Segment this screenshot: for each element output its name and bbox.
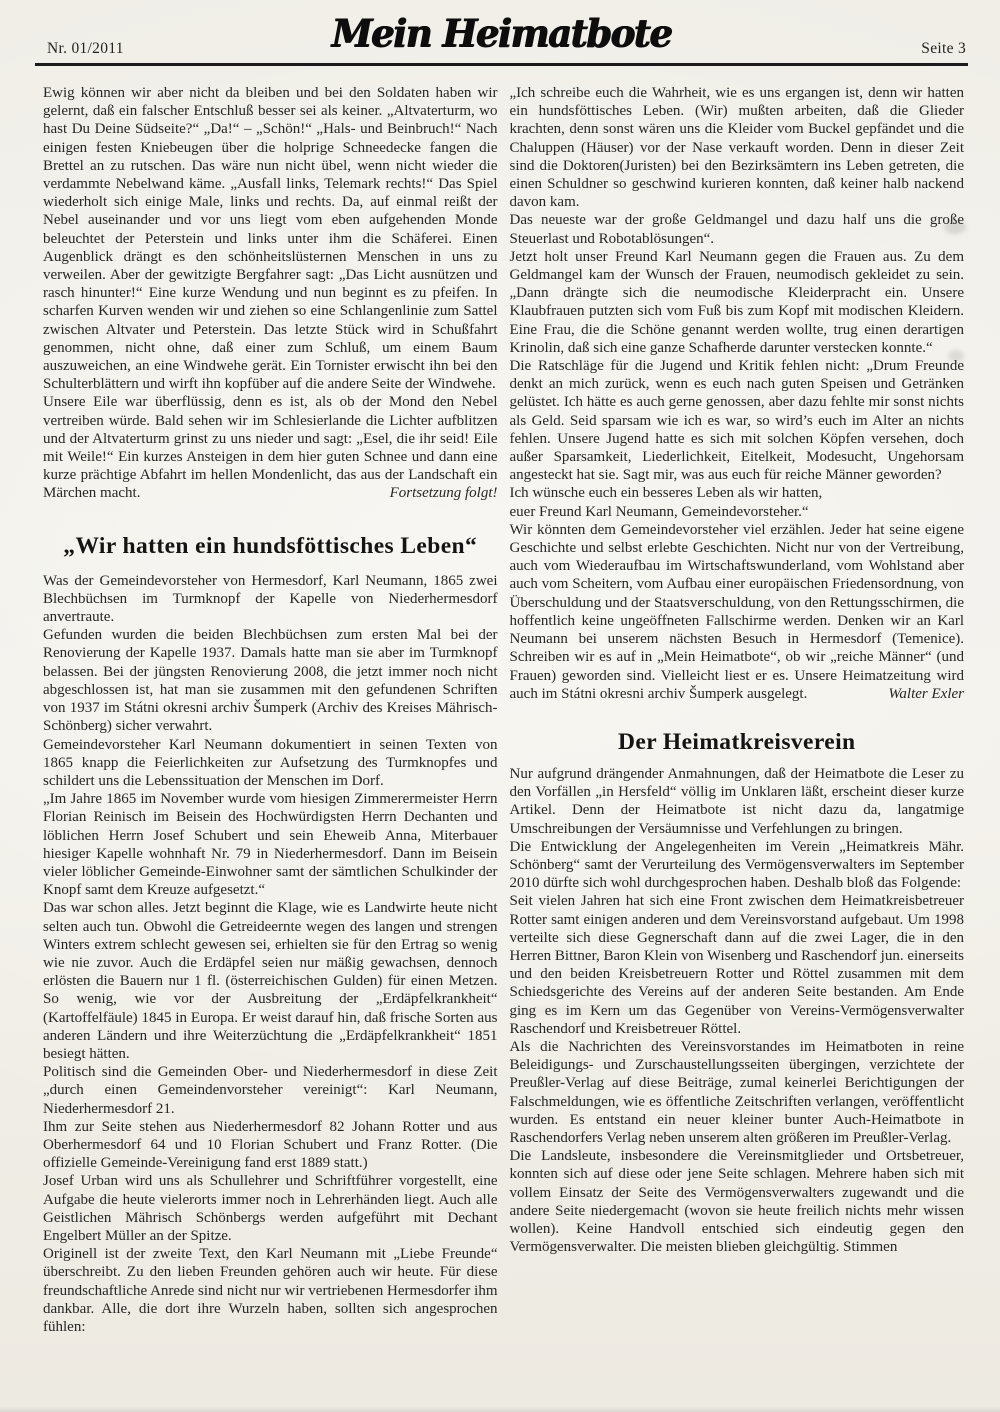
author-byline: Walter Exler: [888, 685, 964, 702]
page-content: [43, 84, 964, 1402]
paragraph: [510, 521, 965, 703]
paragraph: Die Ratschläge für die Jugend und Kritik fehlen nicht: „Drum Freunde denkt an mich zurück, wenn es euch nach guten Speisen und Getränken gelüstet. Ich hätte es auch gerne genossen, aber dazu fehlte mir sonst nichts als Geld. Seid sparsam wie ich es war, so wird’s euch im Alter an nichts fehlen. Unsere Jugend hatte es sich mit solchen Köpfen versehen, doch außer Sparsamkeit, Liederlichkeit, Eitelkeit, Modesucht, Ungehorsam angesteckt hat sie. Sagt mir, was aus euch für reiche Männer geworden?: [509, 358, 964, 484]
article-hundsfoettisches-leben: [43, 533, 498, 1337]
issue-number: Nr. 01/2011: [47, 40, 124, 57]
paragraph: euer Freund Karl Neumann, Gemeindevorsteher.“: [509, 503, 809, 520]
paragraph: [43, 393, 498, 502]
paragraph: Jetzt holt unser Freund Karl Neumann gegen die Frauen aus. Zu dem Geldmangel kam der Wunsch der Frauen, neumodisch gekleidet zu sein. „Dann drängte sich die neumodische Kleiderpracht ein. Unsere Klaubfrauen putzten sich vom Fuß bis zum Kopf mit modischen Kleidern. Eine Frau, die die Schöne genannt werden wollte, trug einen derartigen Krinolin, daß sich eine ganze Schafherde darunter verstecken konnte.“: [509, 248, 964, 356]
paragraph: Ewig können wir aber nicht da bleiben und bei den Soldaten haben wir gelernt, daß ein falscher Entschluß besser sei als keiner. „Altvaterturm, wo hast Du Deine Südseite?“ „Da!“ – „Schön!“ „Hals- und Beinbruch!“ Nach einigen festen Kniebeugen über die holprige Schneedecke fangen die Brettel an zu rutschen. Das wäre nun nicht übel, wenn nicht wieder die verdammte Nebelwand käme. „Ausfall links, Telemark rechts!“ Das Spiel wiederholt sich einige Male, links und rechts. Da, auf einmal reißt der Nebel auseinander und vor uns liegt vom eben aufgehenden Monde beleuchtet der Peterstein und links unter ihm die Schäferei. Einen Augenblick drängt es den schönheitslüsternen Menschen in uns zu verweilen. Aber der gewitzigte Bergfahrer sagt: „Das Licht ausnützen und rasch hinunter!“ Eine kurze Wendung und nun beginnt es zu pfeifen. In scharfen Kurven wenden wir und ziehen so eine Schlangenlinie zum Sattel zwischen Altvater und Peterstein. Das letzte Stück wird in Schußfahrt genommen, nicht ohne, daß einer zum Schluß, um einem Baum auszuweichen, an eine Windwehe gerät. Ein Tornister erwischt ihn bei den Schulterblättern und wirft ihn kopfüber auf die andere Seite der Windwehe.: [43, 85, 498, 393]
paragraph: Das neueste war der große Geldmangel und dazu half uns die große Steuerlast und Robotablösungen“.: [509, 212, 964, 247]
article-title: „Wir hatten ein hundsföttisches Leben“: [63, 532, 478, 559]
paragraph: Was der Gemeindevorsteher von Hermesdorf, Karl Neumann, 1865 zwei Blechbüchsen im Turmknopf der Kapelle von Niederhermesdorf anvertraute.: [43, 572, 498, 626]
paragraph-text: Wir könnten dem Gemeindevorsteher viel erzählen. Jeder hat seine eigene Geschichte und selbst erlebte Geschichten. Nicht nur von der Vertreibung, auch vom Wiederaufbau im Wirtschaftswunderland, vom Wohlstand aber auch vom Scheitern, vom Aufbau einer europäischen Friedensordnung, von Überschuldung und der Staatsverschuldung, von den Rettungsschirmen, die hoffentlich keine ungeöffneten Fallschirme werden. Denken wir an Karl Neumann bei unserem nächsten Besuch in Hermesdorf (Temenice). Schreiben wir es auf in „Mein Heimatbote“, ob wir „reiche Männer“ (und Frauen) geworden sind. Vielleicht liest er es. Unsere Heimatzeitung wird auch im Státni okresni archiv Šumperk ausgelegt.: [509, 521, 964, 702]
article-title: Der Heimatkreisverein: [618, 728, 856, 755]
paragraph: Ihm zur Seite stehen aus Niederhermesdorf 82 Johann Rotter und aus Oberhermesdorf 64 und 10 Florian Schubert und Franz Rotter. (Die offizielle Gemeinde-Vereinigung fand erst 1889 statt.): [43, 1118, 498, 1172]
article-ski-story: [43, 84, 498, 503]
masthead-logo: Mein Heimatbote: [331, 10, 672, 56]
paragraph: Gefunden wurden die beiden Blechbüchsen zum ersten Mal bei der Renovierung der Kapelle 1937. Damals hatte man sie aber im Turmknopf belassen. Bei der jüngsten Renovierung 2008, die jetzt immer noch nicht abgeschlossen ist, hat man sie zusammen mit den gefundenen Schriften von 1937 im Státni okresni archiv Šumperk (Archiv des Kreises Mährisch-Schönberg) sicher verwahrt.: [43, 627, 498, 735]
paragraph: Als die Nachrichten des Vereinsvorstandes im Heimatboten in reine Beleidigungs- und Zurschaustellungsseiten übergingen, verzichtete der Preußler-Verlag auf diese Beiträge, zumal keinerlei Berichtigungen der Falschmeldungen, wie es öffentliche Zeitschriften verlangen, veröffentlicht wurden. Es entstand ein neuer kleiner bunter Auch-Heimatbote in Raschendorfers Verlag neben unserem alten größeren im Preußler-Verlag.: [509, 1038, 964, 1146]
article-hundsfoettisches-leben-continued: [510, 84, 965, 703]
paragraph: Die Entwicklung der Angelegenheiten im Verein „Heimatkreis Mähr. Schönberg“ samt der Verurteilung des Vermögensverwalters im September 2010 dürfte sich wohl durchgesprochen haben. Deshalb bloß das Folgende:: [509, 838, 964, 892]
paragraph: Gemeindevorsteher Karl Neumann dokumentiert in seinen Texten von 1865 knapp die Feierlichkeiten zur Aufsetzung des Turmknopfes und schildert uns die Lebenssituation der Menschen im Dorf.: [43, 736, 498, 789]
page-number: Seite 3: [921, 40, 966, 57]
page-header: [35, 0, 968, 66]
paragraph-text: Unsere Eile war überflüssig, denn es ist, als ob der Mond den Nebel vertreiben würde. Bald sehen wir im Schlesierlande die Lichter aufblitzen und der Altvaterturm grinst zu uns nieder und sagt: „Esel, die ihr seid! Eile mit Weile!“ Ein kurzes Ansteigen in dem hier guten Schnee und dann eine kurze prächtige Abfahrt im hellen Mondenlicht, das aus der Landschaft ein Märchen macht.: [43, 394, 498, 502]
left-column: [43, 84, 498, 1402]
continuation-note: Fortsetzung folgt!: [389, 485, 498, 502]
paragraph: Politisch sind die Gemeinden Ober- und Niederhermesdorf in diese Zeit „durch einen Gemeindenvorsteher vereinigt“: Karl Neumann, Niederhermesdorf 21.: [43, 1064, 498, 1117]
paragraph: „Ich schreibe euch die Wahrheit, wie es uns ergangen ist, denn wir hatten ein hundsföttisches Leben. (Wir) mußten arbeiten, daß die Glieder krachten, denn sonst wären uns die Kleider vom Buckel gepfändet und die Chaluppen (Häuser) vor der Nase verkauft worden. Denn in dieser Zeit sind die Doktoren(Juristen) bei den Bezirksämtern ins Leben getreten, die einen Schuldner so geschwind kurieren konnten, daß keiner halb nackend davon kam.: [509, 85, 964, 211]
right-column: [510, 84, 965, 1402]
paragraph: Josef Urban wird uns als Schullehrer und Schriftführer vorgestellt, eine Aufgabe die heute vielerorts immer noch in Lehrerhänden liegt. Auch alle Geistlichen Mährisch Schönbergs werden aufgeführt mit Dechant Engelbert Müller an der Spitze.: [43, 1173, 498, 1244]
paragraph: Ich wünsche euch ein besseres Leben als wir hatten,: [509, 485, 823, 502]
paragraph: Nur aufgrund drängender Anmahnungen, daß der Heimatbote die Leser zu den Vorfällen „in Hersfeld“ völlig im Unklaren läßt, erscheint dieser kurze Artikel. Denn der Heimatbote ist nicht dazu da, langatmige Umschreibungen der Versäumnisse und Verfehlungen zu bringen.: [509, 765, 964, 837]
paragraph: Die Landsleute, insbesondere die Vereinsmitglieder und Ortsbetreuer, konnten sich auf diese oder jene Seite schlagen. Mehrere haben sich mit vollem Einsatz der Seite des Vermögensverwalters zugewandt und die andere Seite niedergemacht (wovon sie heute freilich nichts mehr wissen wollen). Keine Handvoll entschied sich eindeutig gegen den Vermögensverwalter. Die meisten blieben gleichgültig. Stimmen: [509, 1148, 964, 1256]
scan-edge-shadow: [0, 1406, 1000, 1412]
paragraph: Originell ist der zweite Text, den Karl Neumann mit „Liebe Freunde“ überschreibt. Zu den lieben Freunden gehören auch wir heute. Für diese freundschaftliche Anrede sind nicht nur wir vertriebenen Hermesdorfer ihm dankbar. Alle, die dort ihre Wurzeln haben, sollten sich angesprochen fühlen:: [43, 1246, 498, 1335]
paragraph: Das war schon alles. Jetzt beginnt die Klage, wie es Landwirte heute nicht selten auch tun. Obwohl die Getreideernte wegen des langen und strengen Winters extrem schlecht gewesen sei, erhielten sie für den Ertrag so wenig wie nie zuvor. Auch die Erdäpfel seien nur mäßig gewachsen, dennoch erlösten die Bauern nur 1 fl. (österreichischen Gulden) für einen Metzen. So wenig, wie vor der Ausbreitung der „Erdäpfelkrankheit“ (Kartoffelfäule) 1845 in Europa. Er weist darauf hin, daß frische Sorten aus anderen Ländern und ihre Weiterzüchtung die „Erdäpfelkrankheit“ 1851 besiegt hätten.: [43, 900, 498, 1062]
article-heimatkreisverein: [510, 729, 965, 1256]
paragraph: „Im Jahre 1865 im November wurde vom hiesigen Zimmerermeister Herrn Florian Reinisch im Beisein des Hochwürdigsten Herrn Dechanten und löblichen Herrn Josef Schubert und sein Eheweib Anna, Miterbauer hiesiger Kapelle wohnhaft Nr. 79 in Niederhermesdorf. Dann im Beisein vieler löblicher Gemeinde-Einwohner samt der sämtlichen Schulkinder der Knopf samt dem Kreuze aufgesetzt.“: [43, 791, 498, 899]
paragraph: Seit vielen Jahren hat sich eine Front zwischen dem Heimatkreisbetreuer Rotter samt einigen anderen und dem Vereinsvorstand aufgebaut. Um 1998 verteilte sich diese Gegnerschaft dann auf die zwei Lager, die in den Herren Bittner, Baron Klein von Wisenberg und Raschendorf jun. einerseits und den beiden Kreisbetreuern Rotter und Röttel zusammen mit dem Schiedsgerichte des Vereins auf der anderen Seite bestanden. Am Ende ging es im Kern um das Gegenüber von Vereins-Vermögensverwalter Raschendorf und Kreisbetreuer Röttel.: [509, 893, 964, 1037]
